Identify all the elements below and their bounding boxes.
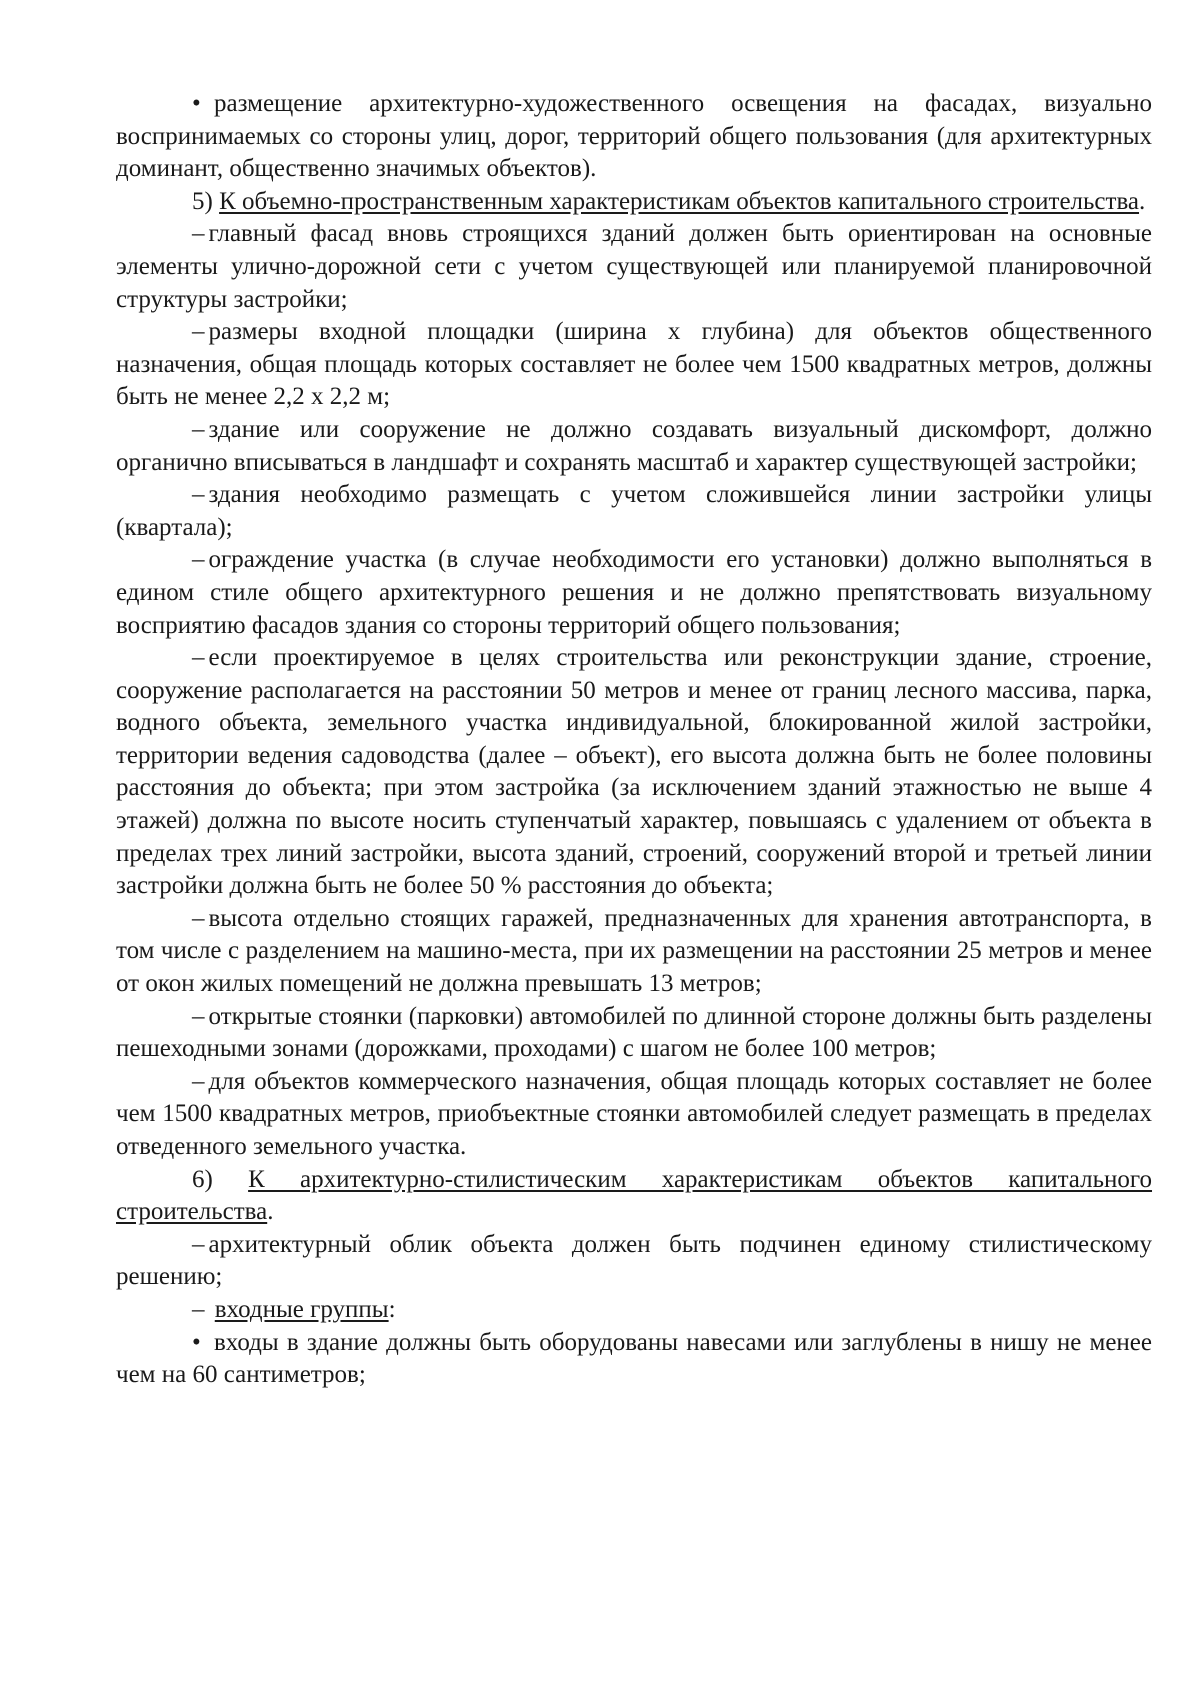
dash-item bbox=[116, 1066, 1152, 1164]
dash-marker: – bbox=[192, 904, 205, 932]
dash-item bbox=[116, 642, 1152, 903]
paragraph-text: размеры входной площадки (ширина х глубина) для объектов общественного назначения, общая площадь которых составляет не более чем 1500 квадратных метров, должны быть не менее 2,2 х 2,2 м; bbox=[116, 318, 1152, 411]
bullet-icon: • bbox=[192, 90, 201, 117]
dash-marker: – bbox=[192, 1295, 205, 1323]
subsection-heading bbox=[116, 1294, 1152, 1327]
bullet-icon: • bbox=[192, 1328, 201, 1356]
dash-marker: – bbox=[192, 1002, 205, 1030]
dash-marker: – bbox=[192, 1067, 205, 1095]
section-heading bbox=[116, 1164, 1152, 1229]
subsection-title-colon: : bbox=[388, 1295, 396, 1323]
paragraph-text: архитектурный облик объекта должен быть подчинен единому стилистическому решению; bbox=[116, 1230, 1152, 1291]
dash-marker: – bbox=[192, 415, 205, 443]
subsection-title: входные группы bbox=[214, 1295, 389, 1323]
dash-marker: – bbox=[192, 644, 205, 672]
paragraph-text: здание или сооружение не должно создавать визуальный дискомфорт, должно органично вписываться в ландшафт и сохранять масштаб и характер существующей застройки; bbox=[116, 415, 1152, 476]
paragraph-text: здания необходимо размещать с учетом сложившейся линии застройки улицы (квартала); bbox=[116, 481, 1152, 541]
section-title: К объемно-пространственным характеристикам объектов капитального строительства bbox=[219, 187, 1140, 215]
dash-marker: – bbox=[192, 481, 205, 509]
dash-item bbox=[116, 1001, 1152, 1066]
paragraph-text: если проектируемое в целях строительства или реконструкции здание, строение, сооружение располагается на расстоянии 50 метров и менее от границ лесного массива, парка, водного объекта, земельного участка индивидуальной, блокированной жилой застройки, территории ведения садоводства (далее – объект), его высота должна быть не более половины расстояния до объекта; при этом застройка (за исключением зданий этажностью не выше 4 этажей) должна по высоте носить ступенчатый характер, повышаясь с удалением от объекта в пределах трех линий застройки, высота зданий, строений, сооружений второй и третьей линии застройки должна быть не более 50 % расстояния до объекта; bbox=[116, 644, 1152, 900]
dash-item bbox=[116, 316, 1152, 414]
bullet-item bbox=[116, 88, 1152, 186]
dash-marker: – bbox=[192, 1230, 205, 1258]
section-title-period: . bbox=[267, 1198, 274, 1226]
document-page bbox=[116, 88, 1152, 1392]
bullet-item bbox=[116, 1327, 1152, 1392]
paragraph-text: ограждение участка (в случае необходимости его установки) должно выполняться в едином стиле общего архитектурного решения и не должно препятствовать визуальному восприятию фасадов здания со стороны территорий общего пользования; bbox=[116, 546, 1152, 639]
dash-item bbox=[116, 414, 1152, 479]
dash-item bbox=[116, 479, 1152, 544]
paragraph-text: высота отдельно стоящих гаражей, предназначенных для хранения автотранспорта, в том числе с разделением на машино-места, при их размещении на расстоянии 25 метров и менее от окон жилых помещений не должна превышать 13 метров; bbox=[116, 904, 1152, 998]
dash-marker: – bbox=[192, 318, 205, 346]
dash-item bbox=[116, 218, 1152, 316]
section-heading bbox=[116, 186, 1152, 219]
dash-item bbox=[116, 544, 1152, 642]
paragraph-text: для объектов коммерческого назначения, общая площадь которых составляет не более чем 1500 квадратных метров, приобъектные стоянки автомобилей следует размещать в пределах отведенного земельного участка. bbox=[116, 1067, 1152, 1160]
dash-marker: – bbox=[192, 220, 205, 248]
paragraph-text: размещение архитектурно-художественного освещения на фасадах, визуально воспринимаемых со стороны улиц, дорог, территорий общего пользования (для архитектурных доминант, общественно значимых объектов). bbox=[116, 90, 1152, 183]
section-title: К архитектурно-стилистическим характеристикам объектов капитального строительства bbox=[116, 1165, 1153, 1226]
section-number: 5) bbox=[192, 187, 213, 215]
paragraph-text: входы в здание должны быть оборудованы навесами или заглублены в нишу не менее чем на 60 сантиметров; bbox=[116, 1328, 1152, 1389]
dash-marker: – bbox=[192, 546, 205, 574]
dash-item bbox=[116, 903, 1152, 1001]
section-title-period: . bbox=[1139, 187, 1146, 215]
paragraph-text: открытые стоянки (парковки) автомобилей по длинной стороне должны быть разделены пешеходными зонами (дорожками, проходами) с шагом не более 100 метров; bbox=[116, 1002, 1152, 1063]
dash-item bbox=[116, 1229, 1152, 1294]
paragraph-text: главный фасад вновь строящихся зданий должен быть ориентирован на основные элементы улично-дорожной сети с учетом существующей или планируемой планировочной структуры застройки; bbox=[116, 220, 1152, 313]
section-number: 6) bbox=[192, 1165, 213, 1193]
